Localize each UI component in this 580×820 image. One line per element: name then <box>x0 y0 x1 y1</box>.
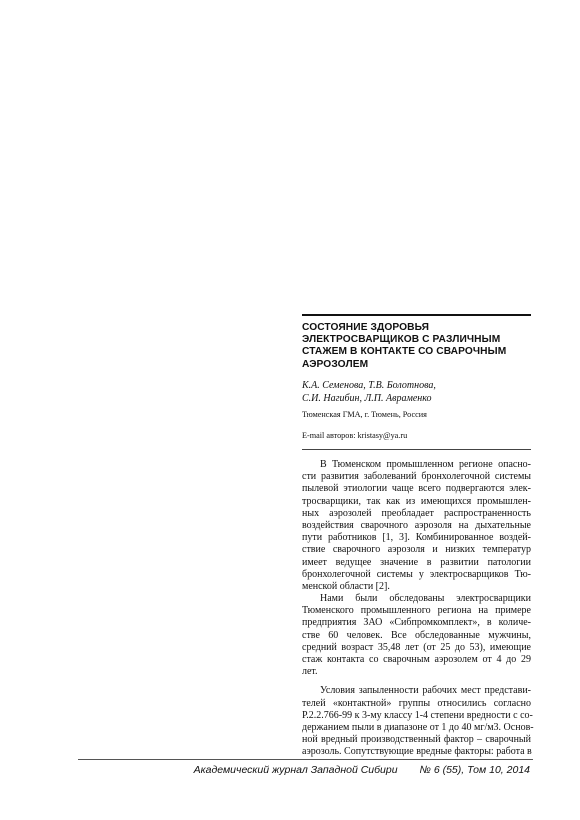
text-line: ной вредный производственный фактор – сварочный <box>302 734 531 746</box>
text-line: стве 60 человек. Все обследованные мужчины, <box>302 629 531 641</box>
text-line: ствие сварочного аэрозоля и низких температур <box>302 544 531 556</box>
text-line: Условия запыленности рабочих мест представи- <box>320 685 531 697</box>
author-affiliation: Тюменская ГМА, г. Тюмень, Россия <box>302 410 427 419</box>
author-email: E-mail авторов: kristasy@ya.ru <box>302 431 408 440</box>
text-line: аэрозоль. Сопутствующие вредные факторы: работа в <box>302 746 532 758</box>
text-line: предприятия ЗАО «Сибпромкомплект», в количе- <box>302 617 531 629</box>
page-footer <box>0 764 530 777</box>
text-line: держанием пыли в диапазоне от 1 до 40 мг/м3. Основ- <box>302 721 534 733</box>
footer-rule <box>78 759 533 760</box>
text-line: Р.2.2.766-99 к 3-му классу 1-4 степени вредности с со- <box>302 709 533 721</box>
authors-line: К.А. Семенова, Т.В. Болотнова, <box>302 380 436 391</box>
text-line: стаж контакта со сварочным аэрозолем от 4 до 29 <box>302 654 531 665</box>
header-separator-rule <box>302 449 531 450</box>
text-line: телей «контактной» группы относились согласно <box>302 697 531 709</box>
text-line: менской области [2]. <box>302 580 390 592</box>
paragraph-3 <box>302 685 534 758</box>
text-line: Нами были обследованы электросварщики <box>320 593 531 605</box>
article-authors <box>302 380 534 405</box>
paragraph-1 <box>302 459 531 593</box>
title-line: ЭЛЕКТРОСВАРЩИКОВ С РАЗЛИЧНЫМ <box>302 334 501 346</box>
authors-line: С.И. Нагибин, Л.П. Авраменко <box>302 392 432 404</box>
text-line: бронхолегочной системы у электросварщиков Тю- <box>302 568 531 580</box>
text-line: имеет ведущее значение в развитии патологии <box>302 556 531 568</box>
title-line: СОСТОЯНИЕ ЗДОРОВЬЯ <box>302 322 430 333</box>
issue-info: № 6 (55), Том 10, 2014 <box>419 764 530 776</box>
text-line: сти развития заболеваний бронхолегочной системы <box>302 471 531 483</box>
text-line: В Тюменском промышленном регионе опасно- <box>320 459 531 470</box>
journal-name: Академический журнал Западной Сибири <box>193 764 398 776</box>
title-line: АЭРОЗОЛЕМ <box>302 358 369 370</box>
title-top-rule <box>302 314 531 316</box>
text-line: пути работников [1, 3]. Комбинированное воздей- <box>302 532 531 544</box>
text-line: ных аэрозолей преобладает распространенность <box>302 507 531 519</box>
text-line: тросварщики, так как из имеющихся промышлен- <box>302 495 531 507</box>
paragraph-gap <box>302 678 531 685</box>
paragraph-2 <box>302 593 531 678</box>
text-line: средний возраст 35,48 лет (от 25 до 53), имеющие <box>302 641 531 653</box>
text-line: Тюменского промышленного региона на примере <box>302 605 531 617</box>
text-line: пылевой этиологии чаще всего подвергаются элек- <box>302 483 531 495</box>
text-line: воздействия сварочного аэрозоля на дыхательные <box>302 519 531 531</box>
title-line: СТАЖЕМ В КОНТАКТЕ СО СВАРОЧНЫМ <box>302 346 507 358</box>
article-body <box>302 459 534 759</box>
text-line: лет. <box>302 666 318 678</box>
article-title <box>302 322 542 371</box>
